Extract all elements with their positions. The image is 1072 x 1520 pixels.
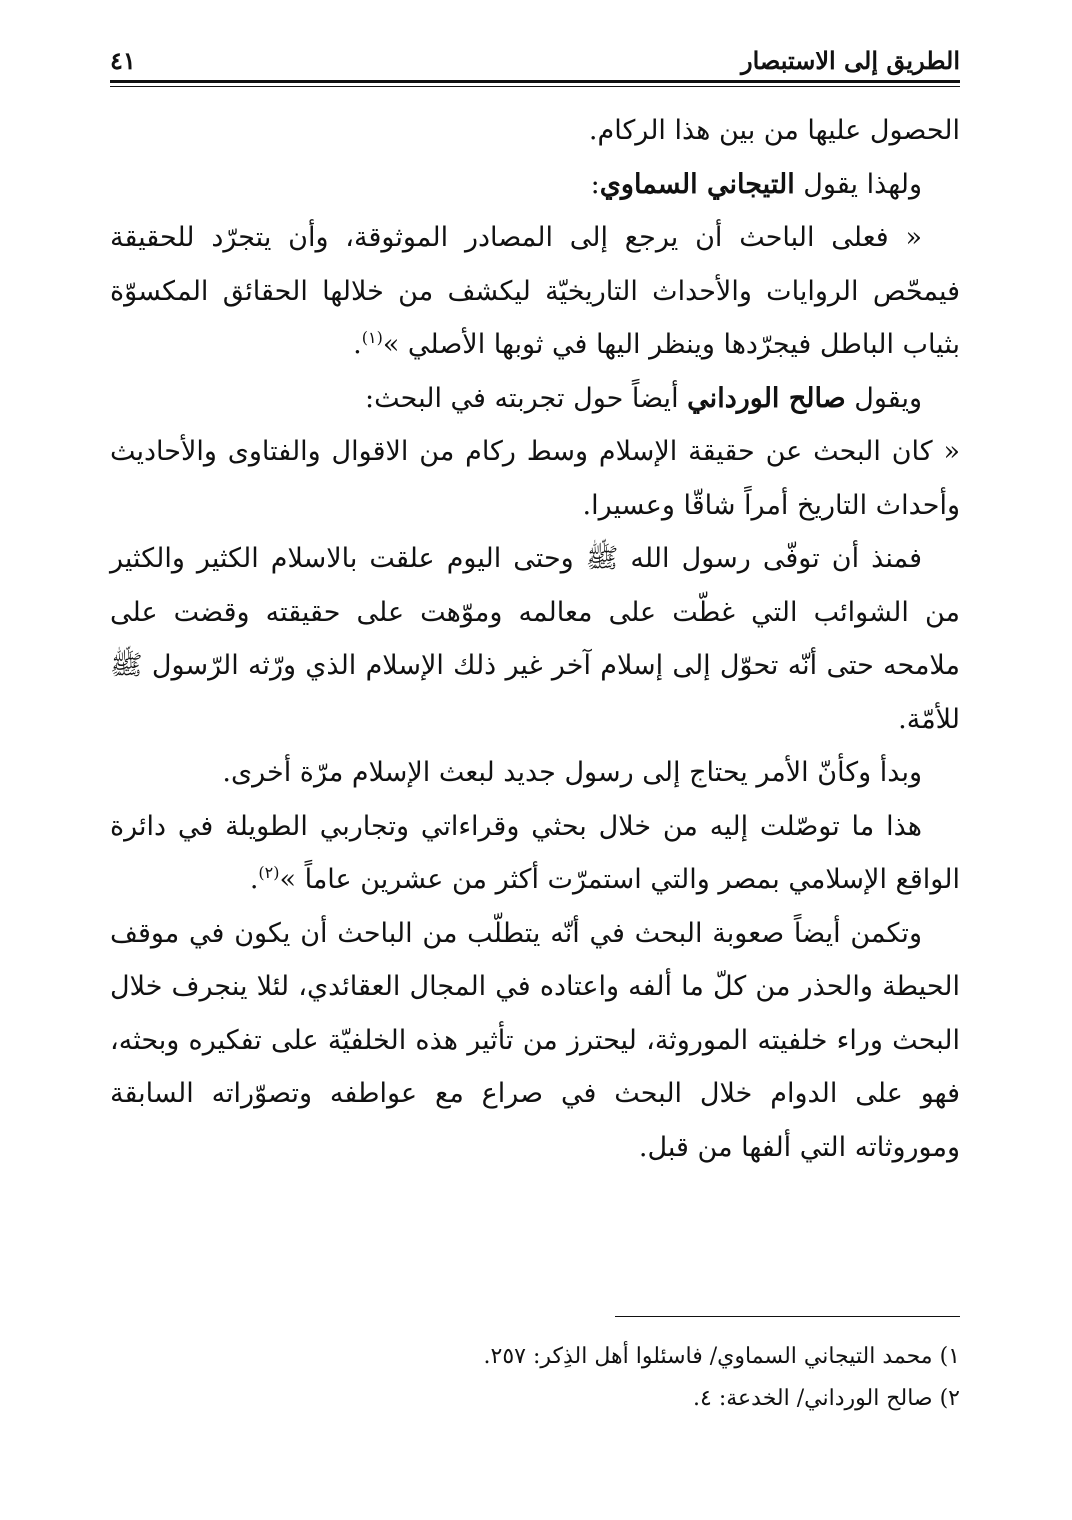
page-number: ٤١ [110, 45, 136, 75]
author-name-tijani: التيجاني السماوي [599, 168, 795, 200]
quote-wardani-1: « كان البحث عن حقيقة الإسلام وسط ركام من الاقوال والفتاوى والأحاديث وأحداث التاريخ أمراً شاقّا وعسيرا. [110, 436, 960, 521]
p2-colon: : [590, 168, 600, 200]
paragraph-1: الحصول عليها من بين هذا الركام. [588, 115, 960, 146]
quote-tijani-text: « فعلى الباحث أن يرجع إلى المصادر الموثوقة، وأن يتجرّد للحقيقة فيمحّص الروايات والأحداث التاريخيّة ليكشف من خلالها الحقائق المكسوّة بثياب الباطل فيجرّدها وينظر اليها في ثوبها الأصلي » [110, 222, 960, 360]
running-title: الطريق إلى الاستبصار [741, 45, 960, 75]
p4-lead: ويقول [845, 382, 922, 414]
quote-wardani-3: وبدأ وكأنّ الأمر يحتاج إلى رسول جديد لبعث الإسلام مرّة أخرى. [222, 757, 922, 788]
body-text [110, 104, 960, 1174]
p2-lead: ولهذا يقول [794, 168, 922, 200]
running-header [110, 42, 960, 78]
quote-tijani: « فعلى الباحث أن يرجع إلى المصادر الموثوقة، وأن يتجرّد للحقيقة فيمحّص الروايات والأحداث التاريخيّة ليكشف من خلالها الحقائق المكسوّة بثياب الباطل فيجرّدها وينظر اليها في ثوبها الأصلي »$^{(١)}$. [110, 222, 960, 360]
quote-wardani-2: فمنذ أن توفّى رسول الله ﷺ وحتى اليوم علقت بالاسلام الكثير والكثير من الشوائب التي غطّت على معالمه وموّهت على حقيقته وقضت على ملامحه حتى أنّه تحوّل إلى إسلام آخر غير ذلك الإسلام الذي ورّثه الرّسول ﷺ للأمّة. [110, 543, 960, 735]
paragraph-2 [110, 158, 960, 212]
footnotes [110, 1336, 960, 1420]
footnote-ref-1: (١) [361, 328, 383, 347]
footnote-2: ٢) صالح الورداني/ الخدعة: ٤. [693, 1386, 960, 1411]
quote-wardani-4: هذا ما توصّلت إليه من خلال بحثي وقراءاتي وتجاربي الطويلة في دائرة الواقع الإسلامي بمصر والتي استمرّت أكثر من عشرين عاماً »$^{(٢)}$. [110, 810, 960, 895]
quote-wardani-4-text: هذا ما توصّلت إليه من خلال بحثي وقراءاتي وتجاربي الطويلة في دائرة الواقع الإسلامي بمصر والتي استمرّت أكثر من عشرين عاماً » [110, 810, 960, 895]
footnote-ref-2: (٢) [258, 863, 280, 882]
author-name-wardani: صالح الورداني [687, 382, 846, 414]
header-rule-thick [110, 80, 960, 83]
header-rule-thin [110, 86, 960, 87]
p4-rest: أيضاً حول تجربته في البحث: [365, 382, 688, 414]
footnote-1: ١) محمد التيجاني السماوي/ فاسئلوا أهل الذِكر: ٢٥٧. [483, 1344, 960, 1369]
paragraph-4 [110, 372, 960, 426]
paragraph-9: وتكمن أيضاً صعوبة البحث في أنّه يتطلّب من الباحث أن يكون في موقف الحيطة والحذر من كلّ ما ألفه واعتاده في المجال العقائدي، لئلا ينجرف خلال البحث وراء خلفيته الموروثة، ليحترز من تأثير هذه الخلفيّة على تفكيره وبحثه، فهو على الدوام خلال البحث في صراع مع عواطفه وتصوّراته السابقة وموروثاته التي ألفها من قبل. [110, 917, 961, 1163]
footnote-separator [615, 1316, 960, 1317]
